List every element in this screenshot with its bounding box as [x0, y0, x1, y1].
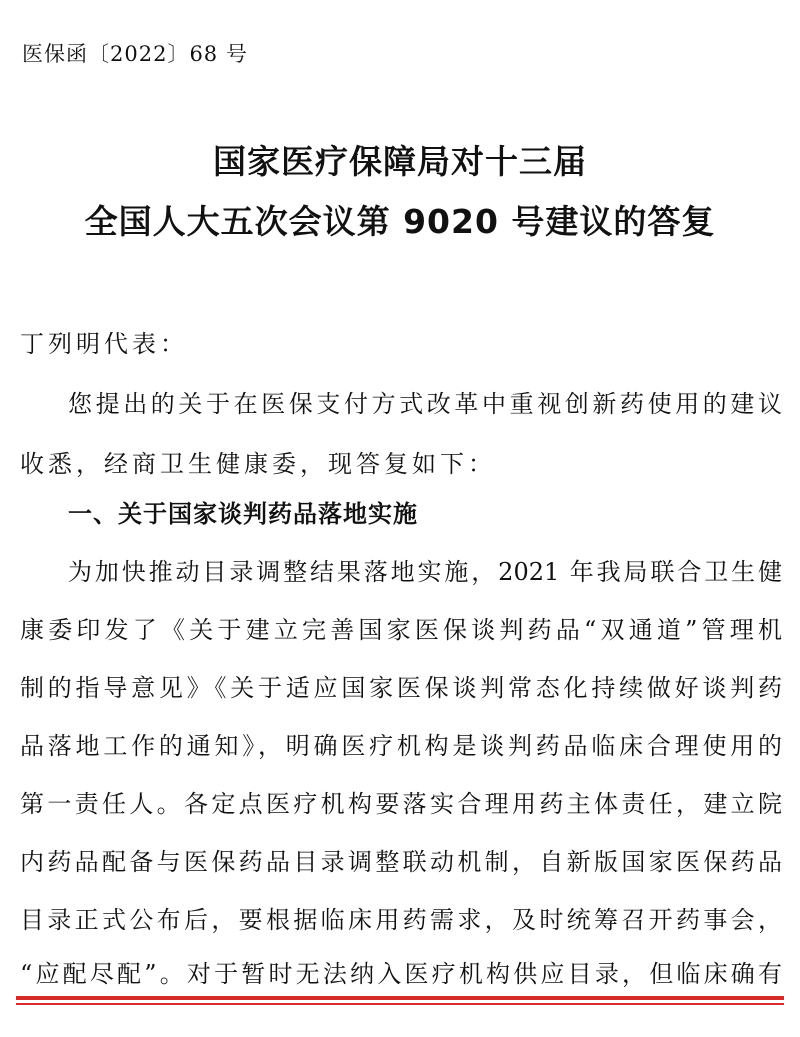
section-heading: 一、关于国家谈判药品落地实施	[68, 500, 418, 528]
intro-paragraph-line: 收悉，经商卫生健康委，现答复如下：	[20, 450, 496, 478]
paragraph-line: 内药品配备与医保药品目录调整联动机制，自新版国家医保药品	[20, 848, 782, 876]
paragraph-line: 制的指导意见》《关于适应国家医保谈判常态化持续做好谈判药	[20, 674, 782, 702]
intro-paragraph-line: 您提出的关于在医保支付方式改革中重视创新药使用的建议	[68, 390, 782, 418]
paragraph-line: 品落地工作的通知》，明确医疗机构是谈判药品临床合理使用的	[20, 732, 782, 760]
paragraph-line: “应配尽配”。对于暂时无法纳入医疗机构供应目录，但临床确有	[20, 960, 782, 988]
paragraph-line: 目录正式公布后，要根据临床用药需求，及时统筹召开药事会，	[20, 906, 782, 934]
document-number: 医保函〔2022〕68 号	[22, 42, 248, 66]
document-title-line-2: 全国人大五次会议第 9020 号建议的答复	[84, 202, 716, 241]
footer-red-rule-thin	[16, 1003, 784, 1005]
footer-red-rule-thick	[16, 996, 784, 1000]
paragraph-line: 康委印发了《关于建立完善国家医保谈判药品“双通道”管理机	[20, 616, 782, 644]
paragraph-line: 第一责任人。各定点医疗机构要落实合理用药主体责任，建立院	[20, 790, 782, 818]
salutation: 丁列明代表：	[20, 330, 188, 358]
paragraph-line: 为加快推动目录调整结果落地实施，2021 年我局联合卫生健	[68, 558, 782, 586]
document-title-line-1: 国家医疗保障局对十三届	[213, 142, 587, 181]
